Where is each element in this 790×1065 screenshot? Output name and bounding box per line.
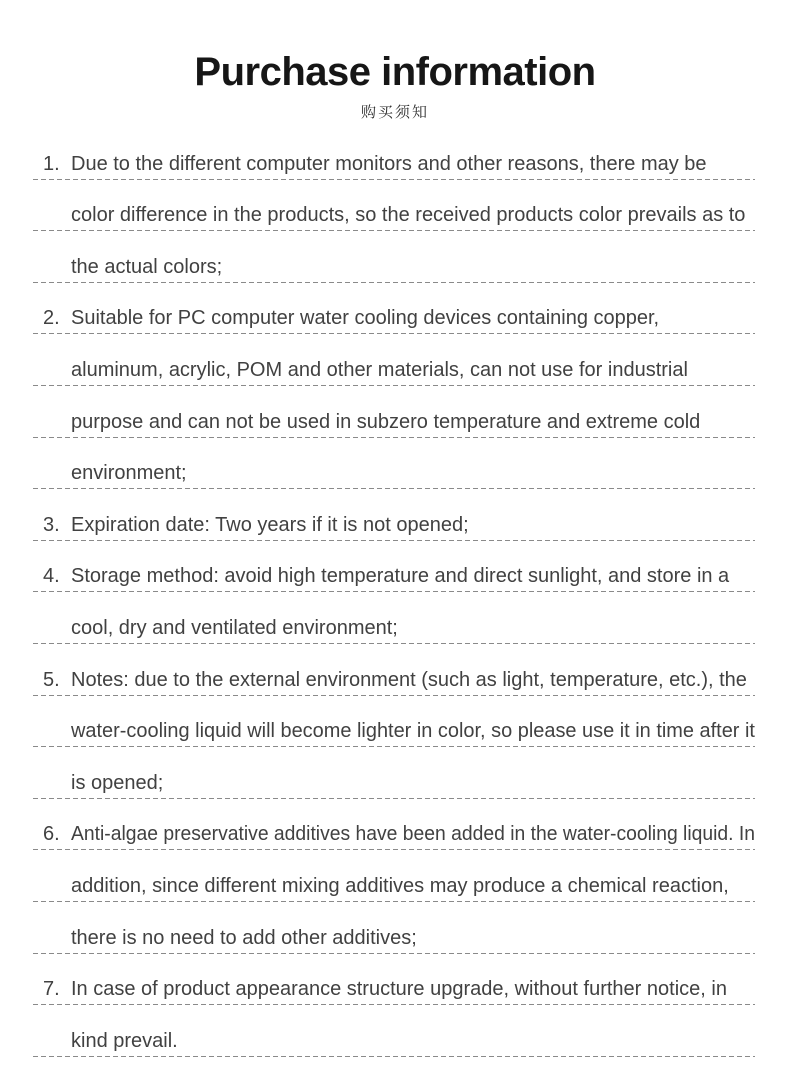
- list-line: [33, 386, 755, 438]
- item-text: water-cooling liquid will become lighter in color, so please use it in time after it: [71, 720, 755, 743]
- item-text: Notes: due to the external environment (such as light, temperature, etc.), the: [71, 668, 747, 691]
- list-line: [33, 799, 755, 851]
- list-line: [33, 747, 755, 799]
- item-text: kind prevail.: [71, 1029, 178, 1052]
- list-line: [33, 902, 755, 954]
- item-text: Due to the different computer monitors and other reasons, there may be: [71, 152, 707, 175]
- list-line: [33, 541, 755, 593]
- list-line: [33, 954, 755, 1006]
- info-list: [33, 128, 755, 1057]
- item-text: is opened;: [71, 771, 164, 794]
- item-text: Anti-algae preservative additives have been added in the water-cooling liquid. In: [71, 823, 756, 846]
- page-title: Purchase information: [194, 50, 596, 94]
- item-number: 1.: [43, 152, 60, 175]
- item-text: color difference in the products, so the received products color prevails as to: [71, 204, 746, 227]
- item-text: Storage method: avoid high temperature and direct sunlight, and store in a: [71, 565, 730, 588]
- item-text: addition, since different mixing additives may produce a chemical reaction,: [71, 874, 729, 897]
- item-text: aluminum, acrylic, POM and other materials, can not use for industrial: [71, 358, 688, 381]
- item-number: 4.: [43, 565, 60, 588]
- item-number: 5.: [43, 668, 60, 691]
- list-line: [33, 489, 755, 541]
- item-text: environment;: [71, 462, 187, 485]
- item-text: Suitable for PC computer water cooling devices containing copper,: [71, 307, 660, 330]
- list-line: [33, 696, 755, 748]
- list-line: [33, 180, 755, 232]
- item-text: purpose and can not be used in subzero temperature and extreme cold: [71, 410, 701, 433]
- list-line: [33, 438, 755, 490]
- list-line: [33, 644, 755, 696]
- item-number: 2.: [43, 307, 60, 330]
- item-number: 7.: [43, 978, 60, 1001]
- list-line: [33, 1005, 755, 1057]
- item-number: 6.: [43, 823, 60, 846]
- list-line: [33, 283, 755, 335]
- list-line: [33, 592, 755, 644]
- item-number: 3.: [43, 513, 60, 536]
- list-line: [33, 128, 755, 180]
- item-text: there is no need to add other additives;: [71, 926, 417, 949]
- list-line: [33, 231, 755, 283]
- item-text: the actual colors;: [71, 255, 223, 278]
- item-text: cool, dry and ventilated environment;: [71, 616, 398, 639]
- page-subtitle-chinese: 购买须知: [360, 104, 429, 121]
- list-line: [33, 850, 755, 902]
- item-text: In case of product appearance structure upgrade, without further notice, in: [71, 978, 727, 1001]
- item-text: Expiration date: Two years if it is not opened;: [71, 513, 469, 536]
- list-line: [33, 334, 755, 386]
